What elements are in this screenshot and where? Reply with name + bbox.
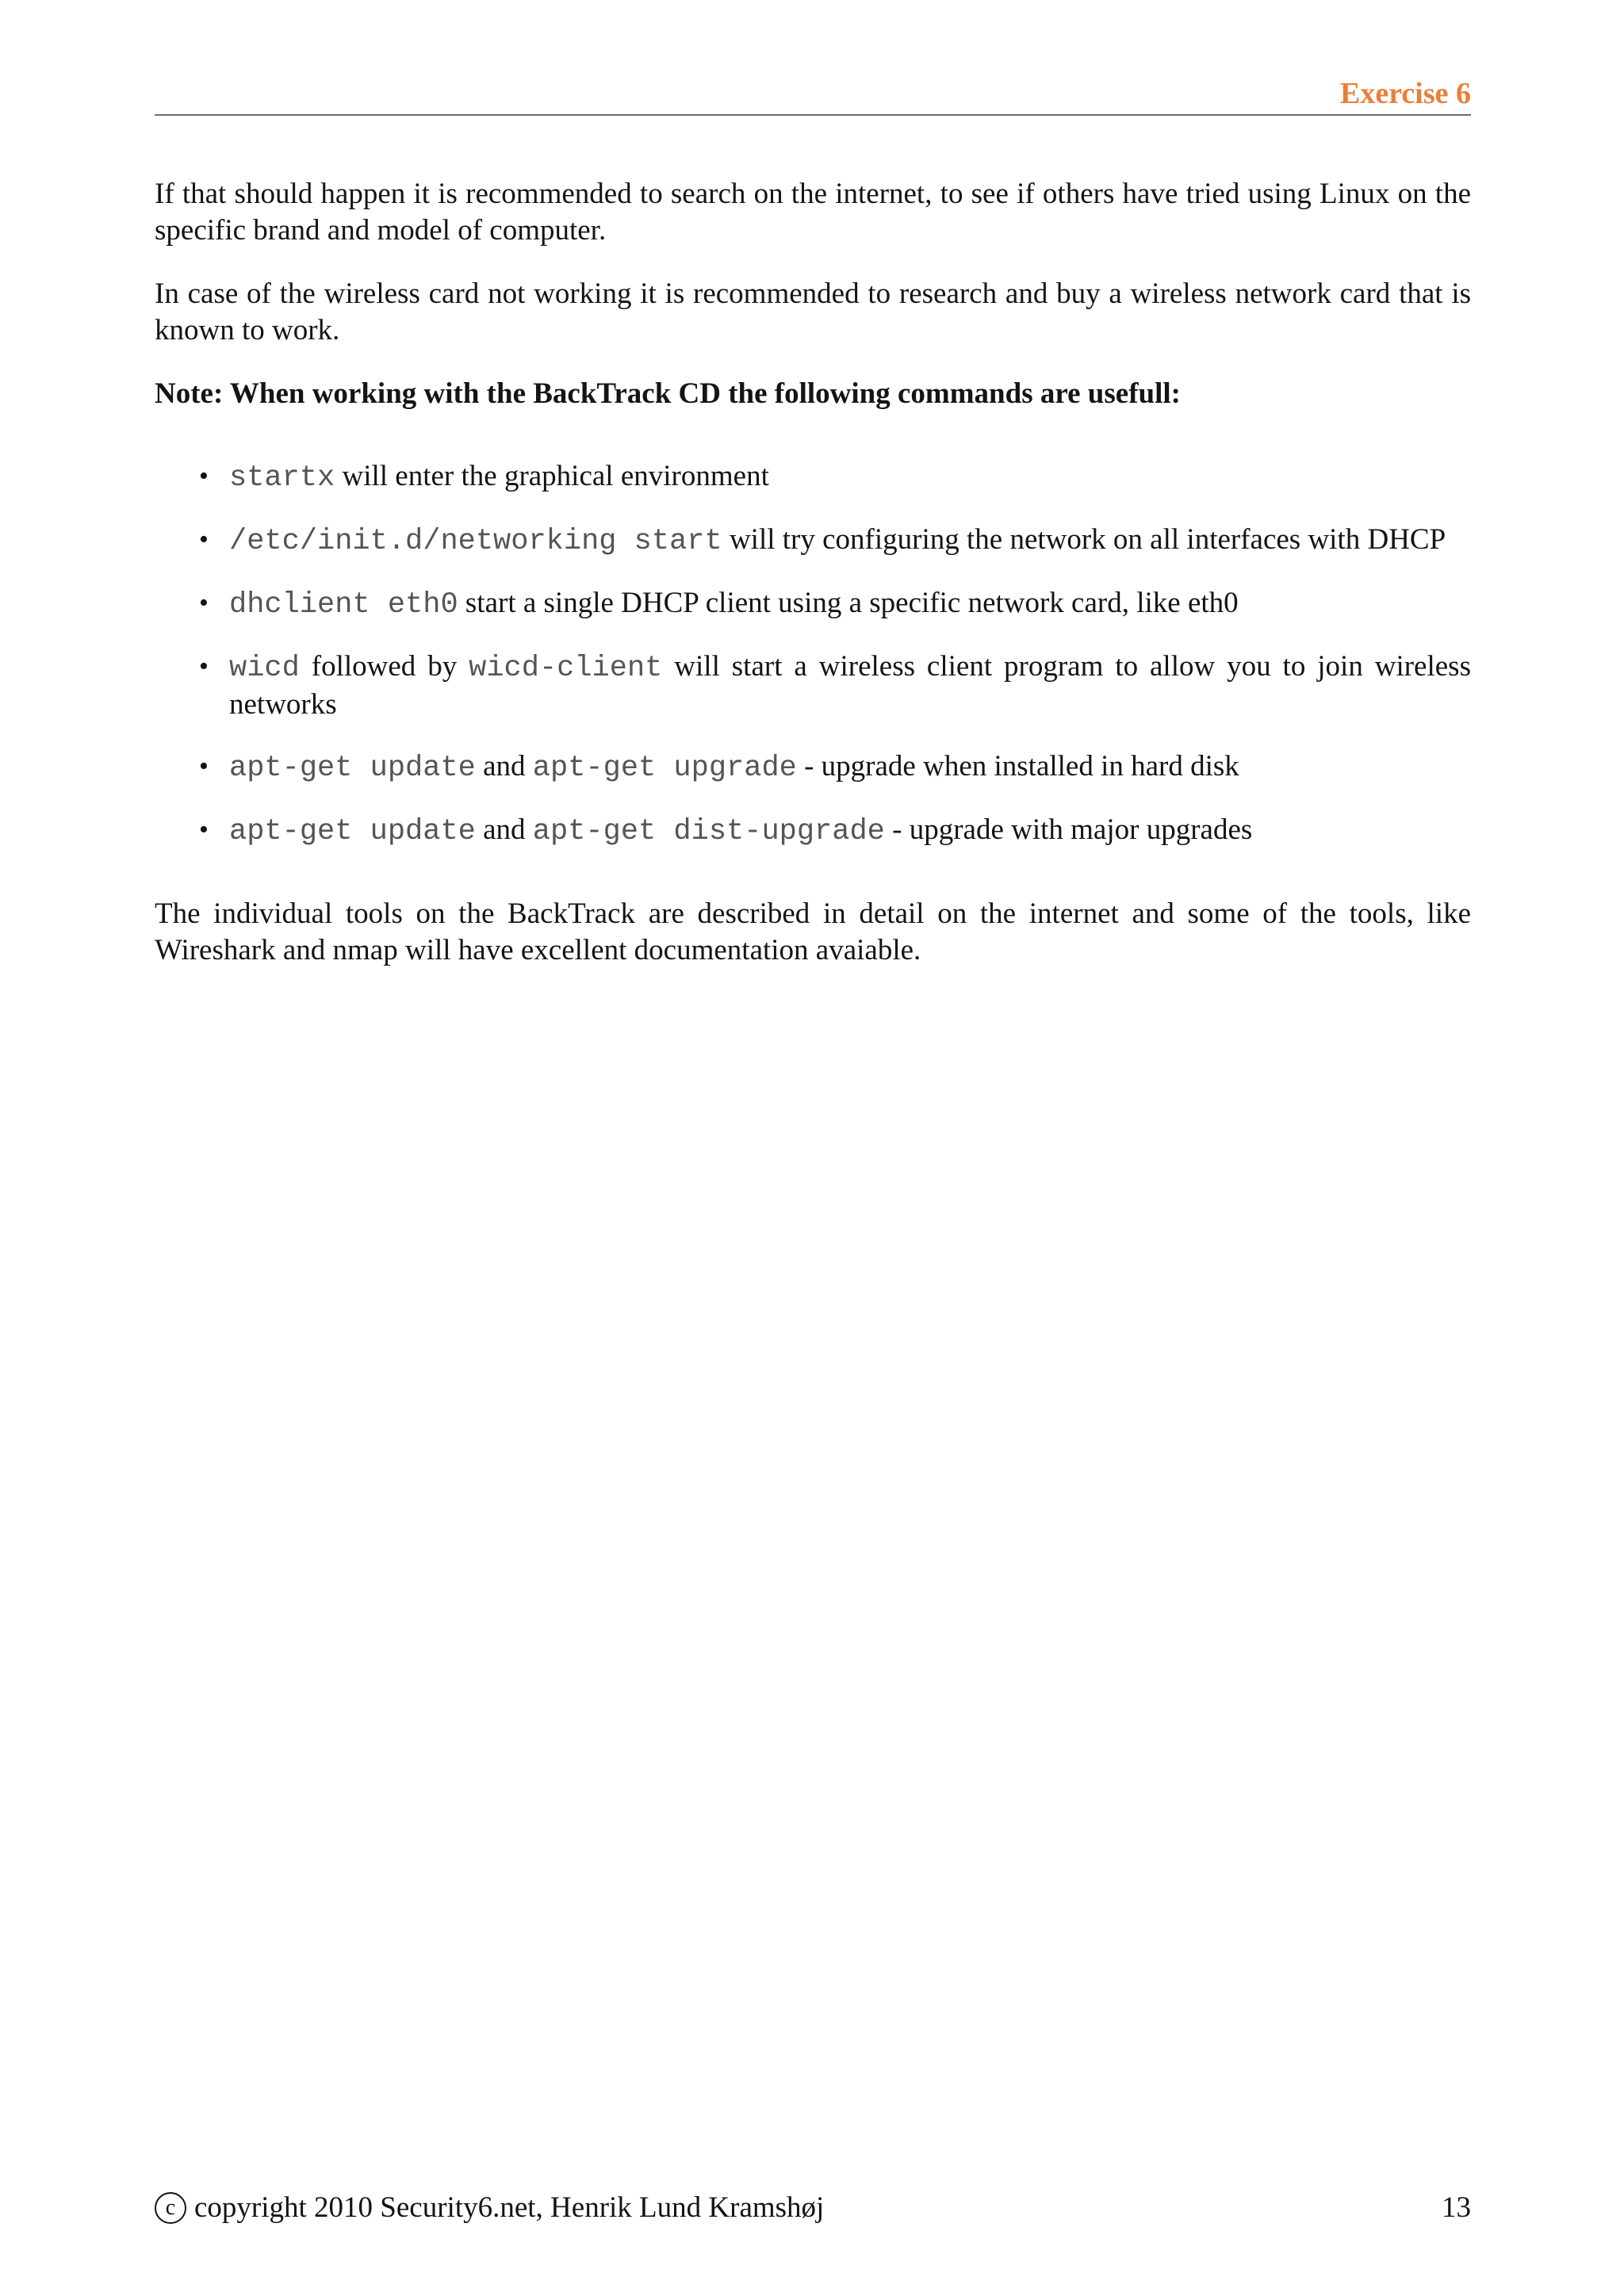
list-item <box>155 585 1471 623</box>
command-connector: and <box>475 813 533 846</box>
copyright-text: copyright 2010 Security6.net, Henrik Lund Kramshøj <box>194 2191 825 2224</box>
copyright-icon: c <box>155 2192 186 2224</box>
command-code: startx <box>229 461 335 495</box>
list-item <box>155 522 1471 560</box>
command-list <box>155 458 1471 850</box>
list-item <box>155 649 1471 723</box>
command-code: apt-get dist-upgrade <box>532 815 885 848</box>
list-item <box>155 812 1471 850</box>
command-code: apt-get update <box>229 815 476 848</box>
footer-copyright <box>155 2188 824 2228</box>
paragraph-wireless-card: In case of the wireless card not working it is recommended to research and buy a wireless network card that is known to work. <box>155 277 1471 346</box>
paragraph-closing: The individual tools on the BackTrack are described in detail on the internet and some of the tools, like Wireshark and nmap will have excellent documentation avaiable. <box>155 897 1471 966</box>
bullet-icon: • <box>199 652 209 681</box>
page-number: 13 <box>1442 2191 1471 2224</box>
bullet-icon: • <box>199 525 209 554</box>
command-description: will enter the graphical environment <box>335 460 769 492</box>
bullet-icon: • <box>199 752 209 781</box>
command-connector: and <box>475 750 533 783</box>
list-item <box>155 458 1471 496</box>
command-description: - upgrade when installed in hard disk <box>796 750 1239 783</box>
command-code: /etc/init.d/networking start <box>229 525 722 558</box>
bullet-icon: • <box>199 815 209 844</box>
command-description: will start a wireless client program to allow you to join wireless networks <box>229 650 1471 721</box>
page-header <box>155 73 1471 116</box>
command-description: will try configuring the network on all interfaces with DHCP <box>722 523 1446 556</box>
command-code: apt-get update <box>229 752 476 785</box>
page-footer <box>155 2188 1471 2228</box>
note-heading: Note: When working with the BackTrack CD the following commands are usefull: <box>155 377 1181 410</box>
paragraph-search-internet: If that should happen it is recommended to search on the internet, to see if others have tried using Linux on the specific brand and model of computer. <box>155 178 1471 247</box>
command-code: dhclient eth0 <box>229 588 458 622</box>
command-description: start a single DHCP client using a specific network card, like eth0 <box>458 587 1239 619</box>
bullet-icon: • <box>199 461 209 491</box>
document-page <box>155 0 1471 2296</box>
list-item <box>155 748 1471 786</box>
header-title: Exercise 6 <box>1340 77 1471 110</box>
command-code: wicd-client <box>469 652 663 685</box>
command-description: - upgrade with major upgrades <box>884 813 1253 846</box>
command-connector: followed by <box>299 650 469 683</box>
command-code: wicd <box>229 652 300 685</box>
bullet-icon: • <box>199 588 209 618</box>
command-code: apt-get upgrade <box>532 752 797 785</box>
page-content <box>155 176 1471 996</box>
